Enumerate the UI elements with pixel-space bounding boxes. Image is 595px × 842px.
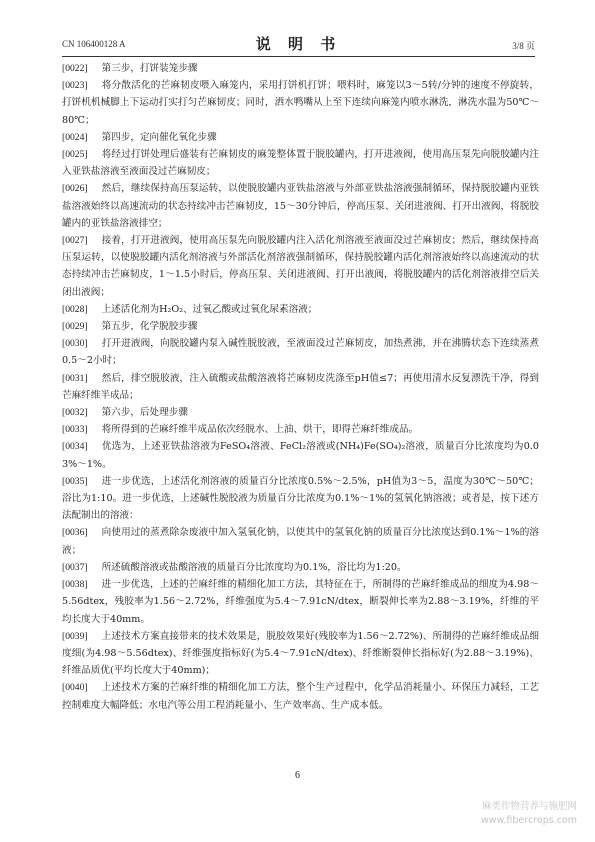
paragraph (62, 180, 539, 232)
paragraph (62, 404, 539, 421)
paragraph-text: 上述活化剂为H₂O₂、过氧乙酸或过氧化尿素溶液； (101, 303, 318, 315)
paragraph-number: [0025] (62, 149, 88, 161)
paragraph-text: 优选为，上述亚铁盐溶液为FeSO₄溶液、FeCl₂溶液或(NH₄)Fe(SO₄)₂溶液，质量百分比浓度均为0.03%～1%。 (62, 441, 539, 470)
document-body (62, 60, 539, 714)
paragraph (62, 129, 539, 146)
watermark-url: www.fibercrops.com (480, 815, 577, 826)
paragraph-number: [0022] (62, 63, 88, 74)
paragraph-number: [0036] (62, 527, 88, 539)
paragraph-number: [0024] (62, 131, 88, 143)
paragraph-number: [0033] (62, 424, 88, 436)
paragraph-text: 向使用过的蒸煮除杂废液中加入氢氧化钠，以使其中的氢氧化钠的质量百分比浓度达到0.1%～1%的溶液； (62, 527, 539, 556)
page-indicator: 3/8 页 (512, 41, 535, 51)
paragraph-text: 上述技术方案的芒麻纤维的精细化加工方法，整个生产过程中，化学品消耗量小、环保压力减轻，工艺控制难度大幅降低；水电汽等公用工程消耗量小、生产效率高、生产成本低。 (62, 682, 539, 711)
paragraph-text: 第五步，化学脱胶步骤 (101, 321, 198, 333)
paragraph-number: [0040] (62, 682, 88, 694)
paragraph (62, 146, 539, 180)
paragraph-number: [0035] (62, 475, 88, 487)
paragraph-number: [0027] (62, 235, 88, 247)
paragraph-text: 第三步，打饼装笼步骤 (101, 63, 198, 74)
paragraph (62, 77, 539, 129)
paragraph-text: 将经过打饼处理后盛装有芒麻韧皮的麻笼整体置于脱胶罐内，打开进液阀，使用高压泵先向脱胶罐内注入亚铁盐溶液至液面没过芒麻韧皮； (62, 149, 539, 178)
paragraph-number: [0039] (62, 630, 88, 642)
paragraph-number: [0030] (62, 338, 88, 350)
paragraph-text: 打开进液阀，向脱胶罐内泵入碱性脱胶液，至液面没过芒麻韧皮，加热煮沸，并在沸腾状态下连续蒸煮0.5～2小时； (62, 338, 539, 367)
document-title: 说 明 书 (255, 35, 342, 53)
paragraph-text: 然后，排空脱胶液，注入硫酸或盐酸溶液将芒麻韧皮洗涤至pH值≤7；再使用清水反复漂洗干净，得到芒麻纤维半成品； (62, 372, 539, 401)
paragraph-text: 所述硫酸溶液或盐酸溶液的质量百分比浓度均为0.1%，浴比均为1:20。 (101, 561, 407, 573)
paragraph-text: 上述技术方案直接带来的技术效果是，脱胶效果好(残胶率为1.56～2.72%)、所制得的芒麻纤维成品细度细(为4.98～5.56dtex)、纤维强度指标好(为5.4～7.91cN/dtex)、纤维断裂伸长指标好(为2.88～3.19%)、纤维品质优(平均长度大于40mm)； (62, 630, 539, 677)
patent-number: CN 106400128 A (62, 39, 126, 49)
paragraph (62, 370, 539, 404)
paragraph-text: 第六步，后处理步骤 (101, 407, 188, 419)
paragraph (62, 679, 539, 713)
paragraph (62, 318, 539, 335)
page-header (62, 33, 535, 55)
paragraph-text: 第四步，定向催化氧化步骤 (101, 131, 217, 143)
paragraph (62, 301, 539, 318)
paragraph (62, 60, 539, 77)
paragraph (62, 473, 539, 525)
watermark (427, 800, 577, 828)
page-number: 6 (295, 770, 300, 781)
paragraph-number: [0038] (62, 579, 88, 591)
paragraph (62, 628, 539, 680)
paragraph-text: 然后，继续保持高压泵运转，以使脱胶罐内亚铁盐溶液与外部亚铁盐溶液强制循环，保持脱胶罐内亚铁盐溶液始终以高速流动的状态持续冲击芒麻韧皮，15～30分钟后，停高压泵、关闭进液阀、打开出液阀，将脱胶罐内的亚铁盐溶液排空； (62, 183, 539, 229)
paragraph-number: [0029] (62, 321, 88, 333)
paragraph-number: [0028] (62, 303, 88, 315)
paragraph-number: [0037] (62, 561, 88, 573)
header-rule (62, 56, 535, 57)
paragraph (62, 524, 539, 558)
paragraph-number: [0023] (62, 80, 88, 92)
paragraph (62, 576, 539, 628)
paragraph-text: 进一步优选，上述活化剂溶液的质量百分比浓度0.5%～2.5%，pH值为3～5，温度为30℃～50℃；浴比为1:10。进一步优选，上述碱性脱胶液为质量百分比浓度为0.1%～1%的氢氧化钠溶液；或者是，按下述方法配制出的溶液： (62, 475, 539, 522)
paragraph (62, 421, 539, 438)
watermark-text: 麻类作物营养与施肥网 (481, 801, 577, 812)
paragraph-text: 进一步优选，上述的芒麻纤维的精细化加工方法，其特征在于，所制得的芒麻纤维成品的细度为4.98～5.56dtex，残胶率为1.56～2.72%，纤维强度为5.4～7.91cN/dtex，断裂伸长率为2.88～3.19%，纤维的平均长度大于40mm。 (62, 579, 539, 625)
paragraph (62, 559, 539, 576)
paragraph-number: [0026] (62, 183, 88, 195)
paragraph-number: [0034] (62, 441, 88, 453)
paragraph-number: [0032] (62, 407, 88, 419)
paragraph-text: 接着，打开进液阀，使用高压泵先向脱胶罐内注入活化剂溶液至液面没过芒麻韧皮；然后，继续保持高压泵运转，以使脱胶罐内活化剂溶液与外部活化剂溶液强制循环，保持脱胶罐内活化剂溶液始终以高速流动的状态持续冲击芒麻韧皮，1～1.5小时后，停高压泵、关闭进液阀、打开出液阀，将脱胶罐内的活化剂溶液排空后关闭出液阀； (62, 235, 539, 298)
paragraph-text: 将所得到的芒麻纤维半成品依次经脱水、上油、烘干，即得芒麻纤维成品。 (101, 424, 419, 436)
paragraph-number: [0031] (62, 372, 88, 384)
paragraph (62, 438, 539, 472)
paragraph-text: 将分散活化的芒麻韧皮喂入麻笼内，采用打饼机打饼；喂料时，麻笼以3～5转/分钟的速度不停旋转，打饼机机械脚上下运动打实打匀芒麻韧皮；同时，洒水鸭嘴从上至下连续向麻笼内喷水淋洗，淋洗水温为50℃～80℃； (62, 80, 539, 126)
paragraph (62, 335, 539, 369)
paragraph (62, 232, 539, 301)
